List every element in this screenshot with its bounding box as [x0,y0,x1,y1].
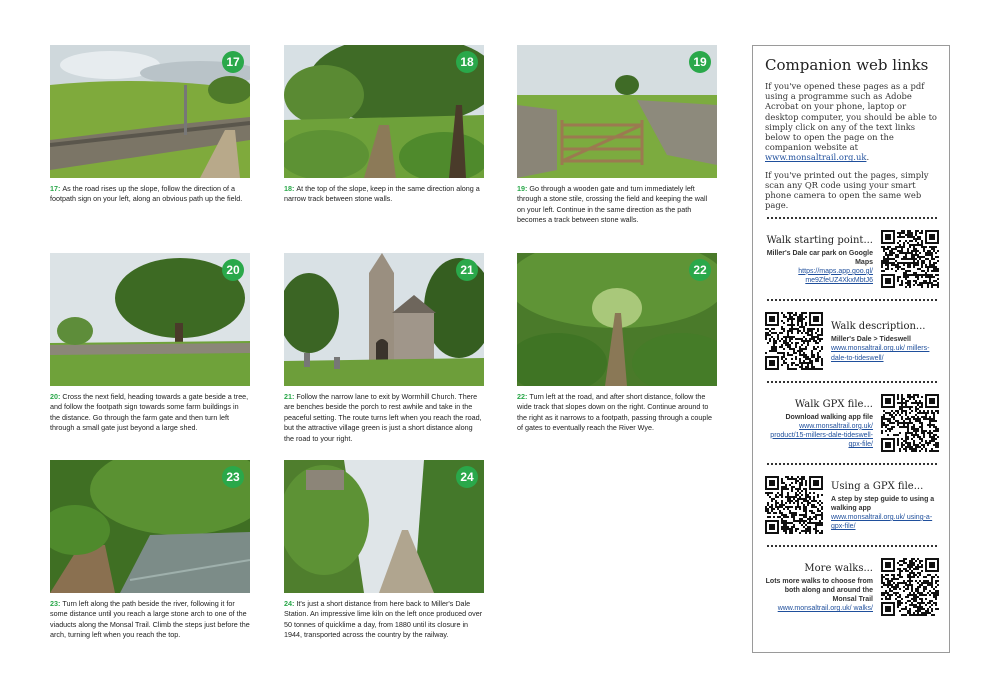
photo-field-path [50,45,250,178]
panel-intro-pdf: If you've opened these pages as a pdf using a programme such as Adobe Acrobat on your phone, laptop or desktop computer, you should be able to simply click on any of the text links below to open the page on the companion website at www.monsaltrail.org.uk. [765,81,937,163]
link-walk-start: Walk starting point... Miller's Dale car park on Google Maps https://maps.app.goo.gl/ me9ZfeUZ4XkxMbtJ6 [765,225,939,293]
more-walks-url[interactable]: www.monsaltrail.org.uk/ walks/ [777,605,873,613]
photo-river-path [50,460,250,593]
divider [767,217,937,219]
step-caption: 17: As the road rises up the slope, follow the direction of a footpath sign on your left, along an obvious path up the field. [50,184,243,204]
photo-narrow-track [284,45,484,178]
link-walk-description: Walk description... Miller's Dale > Tideswell www.monsaltrail.org.uk/ millers-dale-to-tideswell/ [765,307,939,375]
walk-description-url[interactable]: www.monsaltrail.org.uk/ millers-dale-to-tideswell/ [831,345,930,362]
step-20 [50,253,250,434]
step-19 [517,45,717,226]
step-caption: 19: Go through a wooden gate and turn immediately left through a stone stile, crossing the field and keeping the wall on your left. Continue in the same direction as the path becomes a track between stone walls. [517,184,708,225]
link-walk-gpx: Walk GPX file... Download walking app file www.monsaltrail.org.uk/ product/15-millers-dale-tideswell-gpx-file/ [765,389,939,457]
companion-links-panel [752,45,950,653]
step-badge: 18 [456,51,478,73]
photo-wooden-gate [517,45,717,178]
divider [767,545,937,547]
step-23 [50,460,250,641]
qr-code-icon[interactable] [881,230,939,288]
step-caption: 18: At the top of the slope, keep in the same direction along a narrow track between stone walls. [284,184,480,204]
photo-woodland-track [517,253,717,386]
using-gpx-url[interactable]: www.monsaltrail.org.uk/ using-a-gpx-file/ [831,513,933,531]
qr-code-icon[interactable] [765,476,823,534]
link-more-walks: More walks... Lots more walks to choose from both along and around the Monsal Trail www.monsaltrail.org.uk/ walks/ [765,553,939,621]
step-24 [284,460,484,641]
link-using-gpx: Using a GPX file... A step by step guide to using a walking app www.monsaltrail.org.uk/ using-a-gpx-file/ [765,471,939,539]
step-18 [284,45,484,205]
photo-trail-lime-kiln [284,460,484,593]
panel-intro-print: If you've printed out the pages, simply scan any QR code using your smart phone camera to open the same web page. [765,169,929,211]
step-caption: 20: Cross the next field, heading towards a gate beside a tree, and follow the footpath sign towards some farm buildings in the distance. Go through the farm gate and then turn left through a small gate just beyond a large shed. [50,392,249,433]
step-badge: 20 [222,259,244,281]
photo-tree-field [50,253,250,386]
step-caption: 23: Turn left along the path beside the river, following it for some distance until you reach a large stone arch to one of the viaducts along the Monsal Trail. Climb the steps just before the arch, turning left when you reach the top. [50,599,250,640]
step-badge: 23 [222,466,244,488]
step-caption: 22: Turn left at the road, and after short distance, follow the wide track that slopes down on the right. Continue around to the right as it narrows to a footpath, passing through a couple of gates to eventually reach the River Wye. [517,392,712,433]
step-21 [284,253,484,444]
panel-title: Companion web links [765,56,929,74]
walk-gpx-url[interactable]: www.monsaltrail.org.uk/ product/15-millers-dale-tideswell-gpx-file/ [770,422,873,449]
qr-code-icon[interactable] [881,394,939,452]
step-badge: 22 [689,259,711,281]
step-caption: 24: It's just a short distance from here back to Miller's Dale Station. An impressive lime kiln on the left once produced over 50 tonnes of quicklime a day, from 1880 until its closure in 1944, transported across the country by the railway. [284,599,483,640]
photo-wormhill-church [284,253,484,386]
step-badge: 19 [689,51,711,73]
divider [767,463,937,465]
divider [767,381,937,383]
step-22 [517,253,717,434]
qr-code-icon[interactable] [881,558,939,616]
step-badge: 17 [222,51,244,73]
divider [767,299,937,301]
qr-code-icon[interactable] [765,312,823,370]
website-link[interactable]: www.monsaltrail.org.uk [765,152,867,163]
walk-start-url[interactable]: https://maps.app.goo.gl/ me9ZfeUZ4XkxMbtJ6 [798,267,873,285]
step-badge: 21 [456,259,478,281]
step-17 [50,45,250,205]
step-badge: 24 [456,466,478,488]
step-caption: 21: Follow the narrow lane to exit by Wormhill Church. There are benches beside the porch to rest awhile and take in the peaceful setting. The route turns left when you reach the road, but the attractive village green is just a short distance along the road to your right. [284,392,482,443]
